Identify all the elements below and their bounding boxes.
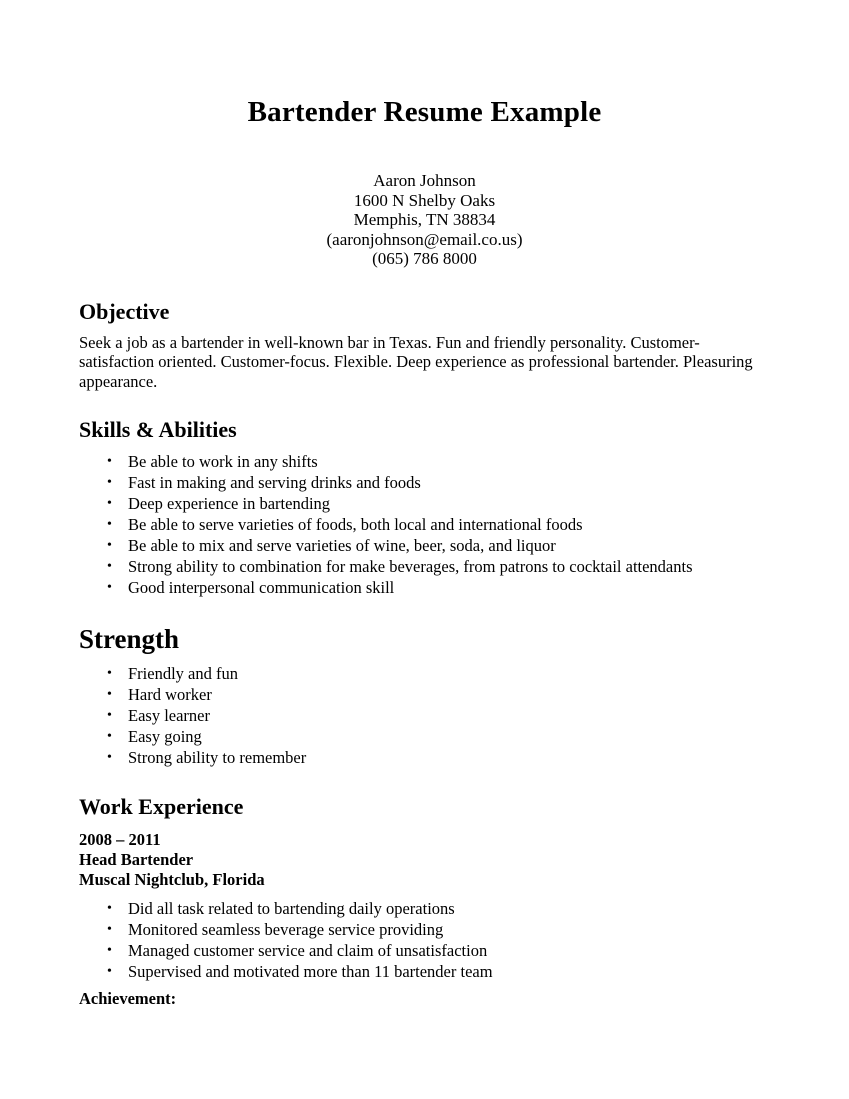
contact-block — [0, 171, 849, 269]
contact-phone: (065) 786 8000 — [372, 249, 477, 268]
job-position: Head Bartender — [79, 850, 194, 869]
list-item: • Be able to mix and serve varieties of wine, beer, soda, and liquor — [79, 535, 761, 556]
list-item: • Friendly and fun — [79, 663, 761, 684]
list-item: • Strong ability to remember — [79, 747, 761, 768]
list-item: • Fast in making and serving drinks and foods — [79, 472, 761, 493]
strength-heading: Strength — [79, 624, 180, 654]
list-item: • Deep experience in bartending — [79, 493, 761, 514]
skills-list — [79, 451, 761, 598]
list-item: • Managed customer service and claim of unsatisfaction — [79, 940, 761, 961]
list-item: • Strong ability to combination for make beverages, from patrons to cocktail attendants — [79, 556, 761, 577]
work-experience-heading: Work Experience — [79, 794, 244, 819]
section-strength — [79, 624, 761, 768]
list-item: • Easy going — [79, 726, 761, 747]
job-dates: 2008 – 2011 — [79, 830, 161, 849]
contact-name: Aaron Johnson — [373, 171, 476, 190]
list-item: • Be able to serve varieties of foods, both local and international foods — [79, 514, 761, 535]
list-item: • Easy learner — [79, 705, 761, 726]
resume-content — [0, 299, 849, 1010]
list-item: • Did all task related to bartending daily operations — [79, 898, 761, 919]
strength-list — [79, 663, 761, 768]
section-skills — [79, 417, 761, 598]
job-employer: Muscal Nightclub, Florida — [79, 870, 265, 889]
job-entry — [79, 830, 761, 1009]
job-duties-list — [79, 898, 761, 982]
list-item: • Good interpersonal communication skill — [79, 577, 761, 598]
achievement-label: Achievement: — [79, 989, 177, 1008]
page-title: Bartender Resume Example — [247, 96, 602, 128]
section-objective — [79, 299, 761, 392]
skills-heading: Skills & Abilities — [79, 417, 237, 442]
section-work-experience — [79, 794, 761, 1009]
list-item: • Supervised and motivated more than 11 bartender team — [79, 961, 761, 982]
list-item: • Hard worker — [79, 684, 761, 705]
objective-text: Seek a job as a bartender in well-known bar in Texas. Fun and friendly personality. Customer-satisfaction oriented. Customer-focus. Flexible. Deep experience as professional bartender. Pleasuring appearance. — [79, 332, 753, 391]
contact-address-line1: 1600 N Shelby Oaks — [353, 190, 496, 210]
contact-address-line2: Memphis, TN 38834 — [353, 210, 496, 229]
objective-heading: Objective — [79, 298, 170, 324]
list-item: • Be able to work in any shifts — [79, 451, 761, 472]
contact-email[interactable]: (aaronjohnson@email.co.us) — [326, 229, 523, 249]
list-item: • Monitored seamless beverage service providing — [79, 919, 761, 940]
